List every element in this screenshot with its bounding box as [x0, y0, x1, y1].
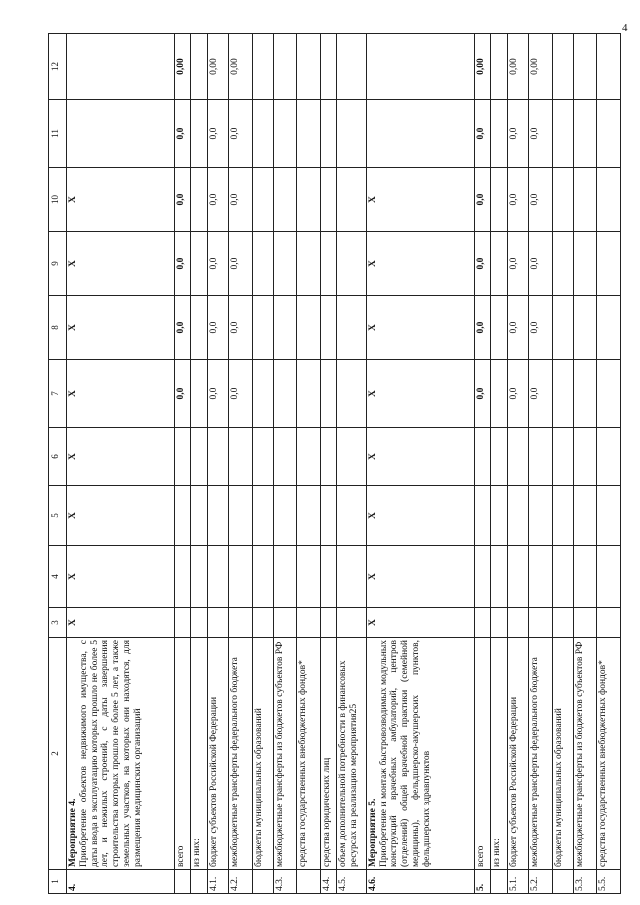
value-cell-col-3 — [337, 608, 366, 638]
measure-description: Приобретение и монтаж быстровозводимых модульных конструкций врачебных амбулаторий, центров (отделений) общей врачебной практики (семейной медицины), фельдшерско-акушерских пунктов, фельдшерских здравпунктов — [378, 640, 433, 867]
value-cell-col-6 — [597, 428, 621, 486]
value-cell-col-9 — [337, 232, 366, 296]
value-cell-col-4 — [229, 546, 253, 608]
value-cell-col-11: 0,0 — [507, 100, 528, 168]
value-cell-col-10 — [297, 168, 321, 232]
value-cell-col-12: 0,00 — [474, 34, 490, 100]
value-cell-col-11 — [297, 100, 321, 168]
value-cell-col-5 — [207, 486, 228, 546]
value-cell-col-6: X — [66, 428, 174, 486]
value-cell-col-10 — [252, 168, 273, 232]
value-cell-col-6 — [474, 428, 490, 486]
value-cell-col-7 — [252, 360, 273, 428]
row-label: из них: — [491, 638, 507, 870]
value-cell-col-6 — [552, 428, 573, 486]
row-number: 4. — [66, 870, 174, 894]
value-cell-col-4 — [320, 546, 336, 608]
value-cell-col-11 — [66, 100, 174, 168]
row-number: 5.5. — [597, 870, 621, 894]
value-cell-col-11: 0,0 — [175, 100, 191, 168]
row-label: из них: — [191, 638, 207, 870]
value-cell-col-7: 0,0 — [507, 360, 528, 428]
value-cell-col-7 — [191, 360, 207, 428]
value-cell-col-3 — [491, 608, 507, 638]
table-row — [597, 34, 621, 894]
header-cell: 5 — [49, 486, 67, 546]
value-cell-col-4 — [337, 546, 366, 608]
value-cell-col-10 — [491, 168, 507, 232]
value-cell-col-7: 0,0 — [207, 360, 228, 428]
value-cell-col-10 — [320, 168, 336, 232]
row-number: 5.2. — [528, 870, 552, 894]
value-cell-col-10 — [191, 168, 207, 232]
table-row — [273, 34, 297, 894]
value-cell-col-3 — [552, 608, 573, 638]
row-label: средства юридических лиц — [320, 638, 336, 870]
header-cell: 10 — [49, 168, 67, 232]
value-cell-col-5 — [191, 486, 207, 546]
table-row — [229, 34, 253, 894]
value-cell-col-11 — [320, 100, 336, 168]
value-cell-col-10: 0,0 — [207, 168, 228, 232]
value-cell-col-4 — [207, 546, 228, 608]
value-cell-col-11: 0,0 — [207, 100, 228, 168]
value-cell-col-12 — [597, 34, 621, 100]
value-cell-col-9: 0,0 — [528, 232, 552, 296]
table-row — [474, 34, 490, 894]
header-cell: 4 — [49, 546, 67, 608]
value-cell-col-3 — [320, 608, 336, 638]
value-cell-col-4: X — [366, 546, 474, 608]
value-cell-col-4 — [175, 546, 191, 608]
value-cell-col-8 — [252, 296, 273, 360]
value-cell-col-10 — [273, 168, 297, 232]
value-cell-col-6 — [191, 428, 207, 486]
value-cell-col-12 — [366, 34, 474, 100]
value-cell-col-11 — [337, 100, 366, 168]
value-cell-col-10 — [597, 168, 621, 232]
value-cell-col-7: 0,0 — [528, 360, 552, 428]
table-row — [528, 34, 552, 894]
value-cell-col-7: X — [66, 360, 174, 428]
header-cell: 9 — [49, 232, 67, 296]
value-cell-col-4 — [273, 546, 297, 608]
value-cell-col-4 — [474, 546, 490, 608]
value-cell-col-8: 0,0 — [229, 296, 253, 360]
value-cell-col-5 — [573, 486, 597, 546]
row-number: 4.5. — [337, 870, 366, 894]
value-cell-col-10: 0,0 — [528, 168, 552, 232]
value-cell-col-4 — [252, 546, 273, 608]
value-cell-col-12 — [337, 34, 366, 100]
value-cell-col-6 — [175, 428, 191, 486]
value-cell-col-4 — [573, 546, 597, 608]
value-cell-col-3 — [507, 608, 528, 638]
value-cell-col-3 — [207, 608, 228, 638]
table-row — [66, 34, 174, 894]
row-number — [175, 870, 191, 894]
row-number: 4.1. — [207, 870, 228, 894]
value-cell-col-10: X — [66, 168, 174, 232]
value-cell-col-11: 0,0 — [528, 100, 552, 168]
budget-table — [48, 33, 621, 894]
value-cell-col-11 — [573, 100, 597, 168]
value-cell-col-5 — [507, 486, 528, 546]
value-cell-col-3: X — [366, 608, 474, 638]
value-cell-col-5 — [252, 486, 273, 546]
measure-description: Приобретение объектов недвижимого имущества, с даты ввода в эксплуатацию которых прошло не более 5 лет, и нежилых строений, с даты завершения строительства которых прошло не более 5 лет, а также земельных участков, на которых они находятся, для размещения медицинских организаций — [78, 640, 144, 867]
table-row — [337, 34, 366, 894]
value-cell-col-8 — [191, 296, 207, 360]
row-number: 4.6. — [366, 870, 474, 894]
value-cell-col-5 — [175, 486, 191, 546]
value-cell-col-7 — [552, 360, 573, 428]
value-cell-col-3 — [597, 608, 621, 638]
row-label: всего — [474, 638, 490, 870]
value-cell-col-8: 0,0 — [175, 296, 191, 360]
value-cell-col-9 — [573, 232, 597, 296]
value-cell-col-12 — [273, 34, 297, 100]
row-label: бюджет субъектов Российской Федерации — [207, 638, 228, 870]
value-cell-col-8 — [297, 296, 321, 360]
table-row — [297, 34, 321, 894]
value-cell-col-9 — [252, 232, 273, 296]
value-cell-col-3 — [175, 608, 191, 638]
value-cell-col-12: 0,00 — [175, 34, 191, 100]
value-cell-col-8 — [491, 296, 507, 360]
value-cell-col-10: X — [366, 168, 474, 232]
row-number: 5.3. — [573, 870, 597, 894]
value-cell-col-9 — [491, 232, 507, 296]
row-label: всего — [175, 638, 191, 870]
value-cell-col-8: 0,0 — [207, 296, 228, 360]
value-cell-col-12: 0,00 — [507, 34, 528, 100]
value-cell-col-10: 0,0 — [229, 168, 253, 232]
rotated-table-container — [48, 34, 621, 894]
value-cell-col-12: 0,00 — [229, 34, 253, 100]
value-cell-col-4 — [491, 546, 507, 608]
value-cell-col-3: X — [66, 608, 174, 638]
value-cell-col-8 — [273, 296, 297, 360]
value-cell-col-12 — [297, 34, 321, 100]
value-cell-col-10 — [573, 168, 597, 232]
value-cell-col-5 — [552, 486, 573, 546]
header-cell: 8 — [49, 296, 67, 360]
value-cell-col-7: X — [366, 360, 474, 428]
row-label: бюджет субъектов Российской Федерации — [507, 638, 528, 870]
value-cell-col-11 — [597, 100, 621, 168]
value-cell-col-10: 0,0 — [175, 168, 191, 232]
row-number — [297, 870, 321, 894]
value-cell-col-9 — [297, 232, 321, 296]
row-number: 4.2. — [229, 870, 253, 894]
value-cell-col-12 — [491, 34, 507, 100]
header-cell: 3 — [49, 608, 67, 638]
value-cell-col-8: X — [366, 296, 474, 360]
table-row — [207, 34, 228, 894]
header-cell: 12 — [49, 34, 67, 100]
value-cell-col-8 — [337, 296, 366, 360]
value-cell-col-5 — [337, 486, 366, 546]
row-number: 5.1. — [507, 870, 528, 894]
value-cell-col-11 — [552, 100, 573, 168]
value-cell-col-6 — [229, 428, 253, 486]
value-cell-col-5: X — [366, 486, 474, 546]
value-cell-col-8: 0,0 — [528, 296, 552, 360]
value-cell-col-7 — [597, 360, 621, 428]
measure-title: Мероприятие 4. — [67, 798, 78, 867]
value-cell-col-10: 0,0 — [507, 168, 528, 232]
header-cell: 6 — [49, 428, 67, 486]
value-cell-col-9 — [597, 232, 621, 296]
value-cell-col-4 — [597, 546, 621, 608]
value-cell-col-6 — [337, 428, 366, 486]
value-cell-col-12 — [191, 34, 207, 100]
value-cell-col-7: 0,0 — [474, 360, 490, 428]
value-cell-col-6 — [297, 428, 321, 486]
table-row — [191, 34, 207, 894]
row-number — [191, 870, 207, 894]
value-cell-col-8 — [552, 296, 573, 360]
value-cell-col-9 — [320, 232, 336, 296]
value-cell-col-5 — [597, 486, 621, 546]
value-cell-col-11 — [252, 100, 273, 168]
value-cell-col-5 — [229, 486, 253, 546]
table-row — [320, 34, 336, 894]
page-number: 4 — [622, 22, 628, 34]
value-cell-col-9: 0,0 — [175, 232, 191, 296]
row-number: 5. — [474, 870, 490, 894]
value-cell-col-3 — [474, 608, 490, 638]
value-cell-col-5 — [273, 486, 297, 546]
value-cell-col-11 — [273, 100, 297, 168]
value-cell-col-5 — [320, 486, 336, 546]
value-cell-col-5 — [474, 486, 490, 546]
value-cell-col-4 — [528, 546, 552, 608]
value-cell-col-12: 0,00 — [528, 34, 552, 100]
table-row — [252, 34, 273, 894]
value-cell-col-7 — [491, 360, 507, 428]
row-label: бюджеты муниципальных образований — [252, 638, 273, 870]
measure-title: Мероприятие 5. — [367, 798, 378, 867]
table-body — [49, 34, 621, 894]
value-cell-col-3 — [297, 608, 321, 638]
value-cell-col-7 — [320, 360, 336, 428]
row-number: 4.3. — [273, 870, 297, 894]
value-cell-col-11 — [191, 100, 207, 168]
value-cell-col-5: X — [66, 486, 174, 546]
row-number — [552, 870, 573, 894]
value-cell-col-4 — [552, 546, 573, 608]
value-cell-col-9: 0,0 — [229, 232, 253, 296]
row-label — [366, 638, 474, 870]
value-cell-col-9: 0,0 — [207, 232, 228, 296]
value-cell-col-9 — [552, 232, 573, 296]
value-cell-col-6 — [573, 428, 597, 486]
value-cell-col-7 — [273, 360, 297, 428]
value-cell-col-8: X — [66, 296, 174, 360]
row-label: межбюджетные трансферты федерального бюджета — [528, 638, 552, 870]
value-cell-col-9: X — [366, 232, 474, 296]
value-cell-col-9: 0,0 — [474, 232, 490, 296]
value-cell-col-3 — [252, 608, 273, 638]
table-row — [507, 34, 528, 894]
value-cell-col-7: 0,0 — [175, 360, 191, 428]
value-cell-col-8: 0,0 — [507, 296, 528, 360]
value-cell-col-6 — [528, 428, 552, 486]
value-cell-col-4: X — [66, 546, 174, 608]
value-cell-col-11: 0,0 — [229, 100, 253, 168]
value-cell-col-12 — [320, 34, 336, 100]
value-cell-col-10 — [337, 168, 366, 232]
row-label: объем дополнительной потребности в финансовых ресурсах на реализацию мероприятия25 — [337, 638, 366, 870]
value-cell-col-9 — [273, 232, 297, 296]
header-cell: 2 — [49, 638, 67, 870]
row-label: межбюджетные трансферты из бюджетов субъектов РФ — [573, 638, 597, 870]
value-cell-col-8: 0,0 — [474, 296, 490, 360]
value-cell-col-12 — [252, 34, 273, 100]
value-cell-col-6 — [273, 428, 297, 486]
value-cell-col-7 — [573, 360, 597, 428]
value-cell-col-12 — [552, 34, 573, 100]
value-cell-col-6 — [320, 428, 336, 486]
value-cell-col-5 — [528, 486, 552, 546]
value-cell-col-4 — [297, 546, 321, 608]
value-cell-col-9 — [191, 232, 207, 296]
value-cell-col-7 — [337, 360, 366, 428]
value-cell-col-11: 0,0 — [474, 100, 490, 168]
table-row — [573, 34, 597, 894]
row-label: средства государственных внебюджетных фондов* — [297, 638, 321, 870]
value-cell-col-12 — [66, 34, 174, 100]
value-cell-col-9: 0,0 — [507, 232, 528, 296]
header-row — [49, 34, 67, 894]
value-cell-col-9: X — [66, 232, 174, 296]
value-cell-col-8 — [573, 296, 597, 360]
value-cell-col-7 — [297, 360, 321, 428]
row-label: средства государственных внебюджетных фондов* — [597, 638, 621, 870]
row-label: межбюджетные трансферты из бюджетов субъектов РФ — [273, 638, 297, 870]
row-label: межбюджетные трансферты федерального бюджета — [229, 638, 253, 870]
value-cell-col-6 — [507, 428, 528, 486]
value-cell-col-4 — [507, 546, 528, 608]
table-row — [175, 34, 191, 894]
value-cell-col-7: 0,0 — [229, 360, 253, 428]
row-number — [491, 870, 507, 894]
value-cell-col-3 — [573, 608, 597, 638]
header-cell: 1 — [49, 870, 67, 894]
table-row — [491, 34, 507, 894]
value-cell-col-8 — [597, 296, 621, 360]
value-cell-col-6 — [252, 428, 273, 486]
value-cell-col-11 — [366, 100, 474, 168]
value-cell-col-5 — [491, 486, 507, 546]
value-cell-col-6 — [207, 428, 228, 486]
value-cell-col-6: X — [366, 428, 474, 486]
value-cell-col-3 — [528, 608, 552, 638]
row-label — [66, 638, 174, 870]
value-cell-col-11 — [491, 100, 507, 168]
header-cell: 7 — [49, 360, 67, 428]
value-cell-col-10: 0,0 — [474, 168, 490, 232]
value-cell-col-12: 0,00 — [207, 34, 228, 100]
table-row — [366, 34, 474, 894]
row-number: 4.4. — [320, 870, 336, 894]
value-cell-col-10 — [552, 168, 573, 232]
value-cell-col-12 — [573, 34, 597, 100]
value-cell-col-8 — [320, 296, 336, 360]
value-cell-col-5 — [297, 486, 321, 546]
value-cell-col-4 — [191, 546, 207, 608]
row-number — [252, 870, 273, 894]
row-label: бюджеты муниципальных образований — [552, 638, 573, 870]
value-cell-col-6 — [491, 428, 507, 486]
table-row — [552, 34, 573, 894]
value-cell-col-3 — [273, 608, 297, 638]
value-cell-col-3 — [191, 608, 207, 638]
header-cell: 11 — [49, 100, 67, 168]
value-cell-col-3 — [229, 608, 253, 638]
